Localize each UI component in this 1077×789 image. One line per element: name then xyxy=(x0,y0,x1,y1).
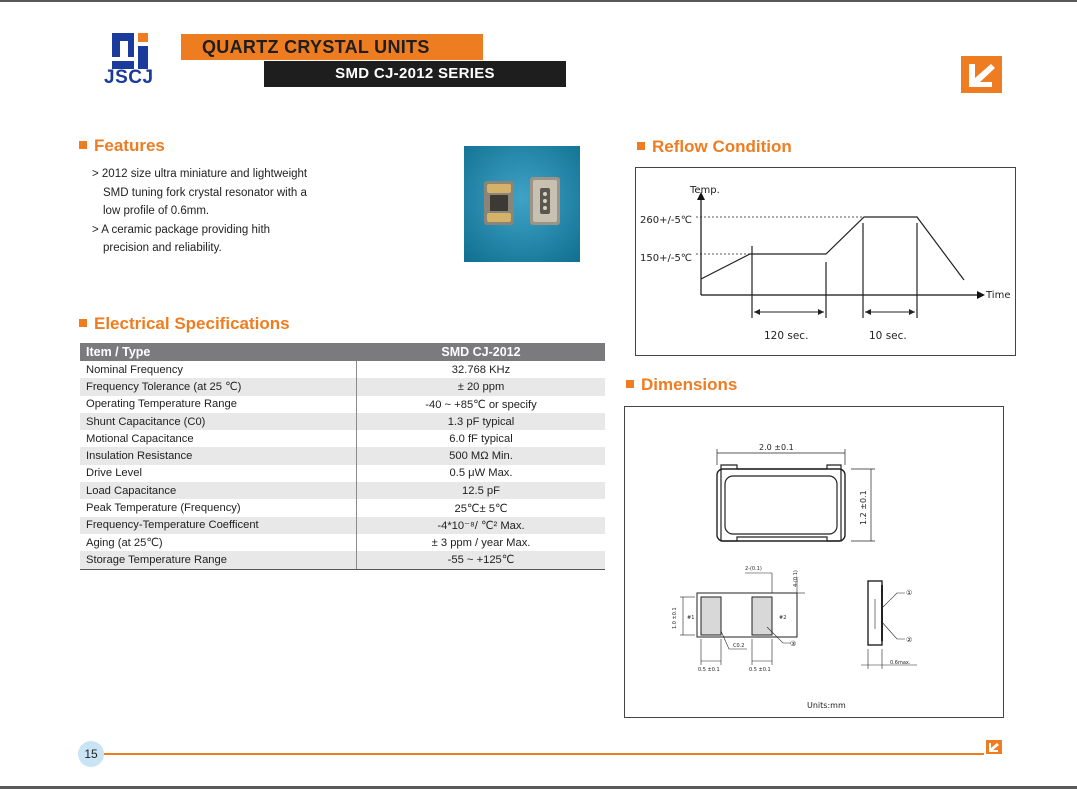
series-subtitle: SMD CJ-2012 SERIES xyxy=(264,61,566,87)
product-photo xyxy=(464,146,580,262)
table-row xyxy=(80,551,605,568)
row-item: Shunt Capacitance (C0) xyxy=(80,413,357,430)
table-row xyxy=(80,534,605,551)
row-item: Frequency Tolerance (at 25 ℃) xyxy=(80,378,357,395)
arrowhead-icon xyxy=(865,309,871,315)
row-value: ± 20 ppm xyxy=(457,380,505,393)
row-value: 32.768 KHz xyxy=(451,363,511,376)
feature-line: precision and reliability. xyxy=(103,242,222,254)
chamfer-label: C0.2 xyxy=(733,643,745,649)
reflow-profile-chart xyxy=(636,168,1015,355)
feature-line: > A ceramic package providing hith xyxy=(92,223,271,236)
package-body xyxy=(717,469,845,541)
callout-3-label: ③ xyxy=(790,640,797,648)
units-label: Units:mm xyxy=(807,701,846,710)
package-lid xyxy=(725,476,837,534)
reflow-heading: Reflow Condition xyxy=(637,137,792,157)
pad-2-label: #2 xyxy=(779,615,787,621)
row-value: 12.5 pF xyxy=(462,484,500,497)
row-value: 25℃± 5℃ xyxy=(454,502,508,515)
table-row xyxy=(80,378,605,395)
callout-2-leader xyxy=(881,621,905,639)
row-value: ± 3 ppm / year Max. xyxy=(431,536,531,549)
pad-height-label: 1.0 ±0.1 xyxy=(672,607,678,629)
table-row xyxy=(80,361,605,378)
width-label: 1.2 ±0.1 xyxy=(859,490,868,525)
orange-arrow-icon xyxy=(961,56,1002,93)
spec-table xyxy=(80,343,605,570)
bullet-square-icon xyxy=(626,380,634,388)
row-item: Storage Temperature Range xyxy=(80,551,357,568)
row-item: Motional Capacitance xyxy=(80,430,357,447)
table-row xyxy=(80,447,605,464)
bullet-square-icon xyxy=(79,319,87,327)
document-title: QUARTZ CRYSTAL UNITS xyxy=(181,34,483,60)
arrowhead-icon xyxy=(909,309,915,315)
row-value: -55 ~ +125℃ xyxy=(447,554,515,567)
bullet-square-icon xyxy=(79,141,87,149)
row-value: -4*10⁻⁸/ ℃² Max. xyxy=(437,519,525,532)
top-border xyxy=(0,0,1077,2)
feature-line: low profile of 0.6mm. xyxy=(103,205,210,217)
soak-duration-label: 120 sec. xyxy=(764,330,809,342)
pad-width-left-label: 0.5 ±0.1 xyxy=(698,667,720,673)
arrowhead-icon xyxy=(818,309,824,315)
callout-2-label: ② xyxy=(906,636,913,644)
length-label: 2.0 ±0.1 xyxy=(759,443,794,452)
row-item: Insulation Resistance xyxy=(80,447,357,464)
peak-duration-label: 10 sec. xyxy=(869,330,907,342)
jscj-logo-icon xyxy=(112,33,152,69)
logo-text: JSCJ xyxy=(104,67,154,88)
table-row xyxy=(80,465,605,482)
features-heading: Features xyxy=(79,136,165,156)
feature-line: SMD tuning fork crystal resonator with a xyxy=(103,186,307,199)
soak-temp-label: 150+/-5℃ xyxy=(640,253,693,264)
dimensions-drawing-frame xyxy=(624,406,1004,718)
row-item: Nominal Frequency xyxy=(80,361,357,378)
row-item: Frequency-Temperature Coefficent xyxy=(80,517,357,534)
dimensions-heading: Dimensions xyxy=(626,375,737,395)
y-axis-label: Temp. xyxy=(690,185,720,196)
table-row xyxy=(80,413,605,430)
table-row xyxy=(80,499,605,516)
features-list xyxy=(92,165,352,258)
column-header-item: Item / Type xyxy=(86,345,151,359)
table-bottom-rule xyxy=(80,569,605,570)
row-item: Operating Temperature Range xyxy=(80,396,357,413)
temperature-profile-line xyxy=(701,217,964,280)
footer-arrow-icon xyxy=(986,740,1002,754)
row-item: Peak Temperature (Frequency) xyxy=(80,499,357,516)
pad-1 xyxy=(701,597,721,635)
pad-gap-label: 2-(0.1) xyxy=(745,566,762,572)
pad-width-right-label: 0.5 ±0.1 xyxy=(749,667,771,673)
arrowhead-icon xyxy=(754,309,760,315)
x-axis-label: Time xyxy=(986,290,1011,301)
height-max-label: 0.6max. xyxy=(890,660,911,666)
table-row xyxy=(80,430,605,447)
table-row xyxy=(80,517,605,534)
peak-temp-label: 260+/-5℃ xyxy=(640,215,693,226)
row-item: Drive Level xyxy=(80,465,357,482)
x-axis-arrow-icon xyxy=(977,291,985,299)
pad-1-label: #1 xyxy=(687,615,695,621)
row-value: 6.0 fF typical xyxy=(449,432,513,445)
column-header-type: SMD CJ-2012 xyxy=(441,345,521,359)
row-value: 0.5 μW Max. xyxy=(449,467,513,480)
row-item: Aging (at 25℃) xyxy=(80,534,357,551)
table-row xyxy=(80,396,605,413)
row-value: -40 ~ +85℃ or specify xyxy=(425,398,537,411)
footer-rule xyxy=(104,753,984,755)
row-value: 500 MΩ Min. xyxy=(449,450,513,463)
page-number: 15 xyxy=(78,741,104,767)
row-value: 1.3 pF typical xyxy=(447,415,515,428)
callout-1-label: ① xyxy=(906,589,913,597)
callout-1-leader xyxy=(883,593,905,607)
row-item: Load Capacitance xyxy=(80,482,357,499)
reflow-chart-frame xyxy=(635,167,1016,356)
table-header xyxy=(80,343,605,361)
table-row xyxy=(80,482,605,499)
feature-line: > 2012 size ultra miniature and lightweight xyxy=(92,168,308,180)
dimension-drawing xyxy=(625,407,1003,717)
electrical-heading: Electrical Specifications xyxy=(79,314,290,334)
bullet-square-icon xyxy=(637,142,645,150)
pad-offset-label: 4-(0.1) xyxy=(793,570,799,587)
